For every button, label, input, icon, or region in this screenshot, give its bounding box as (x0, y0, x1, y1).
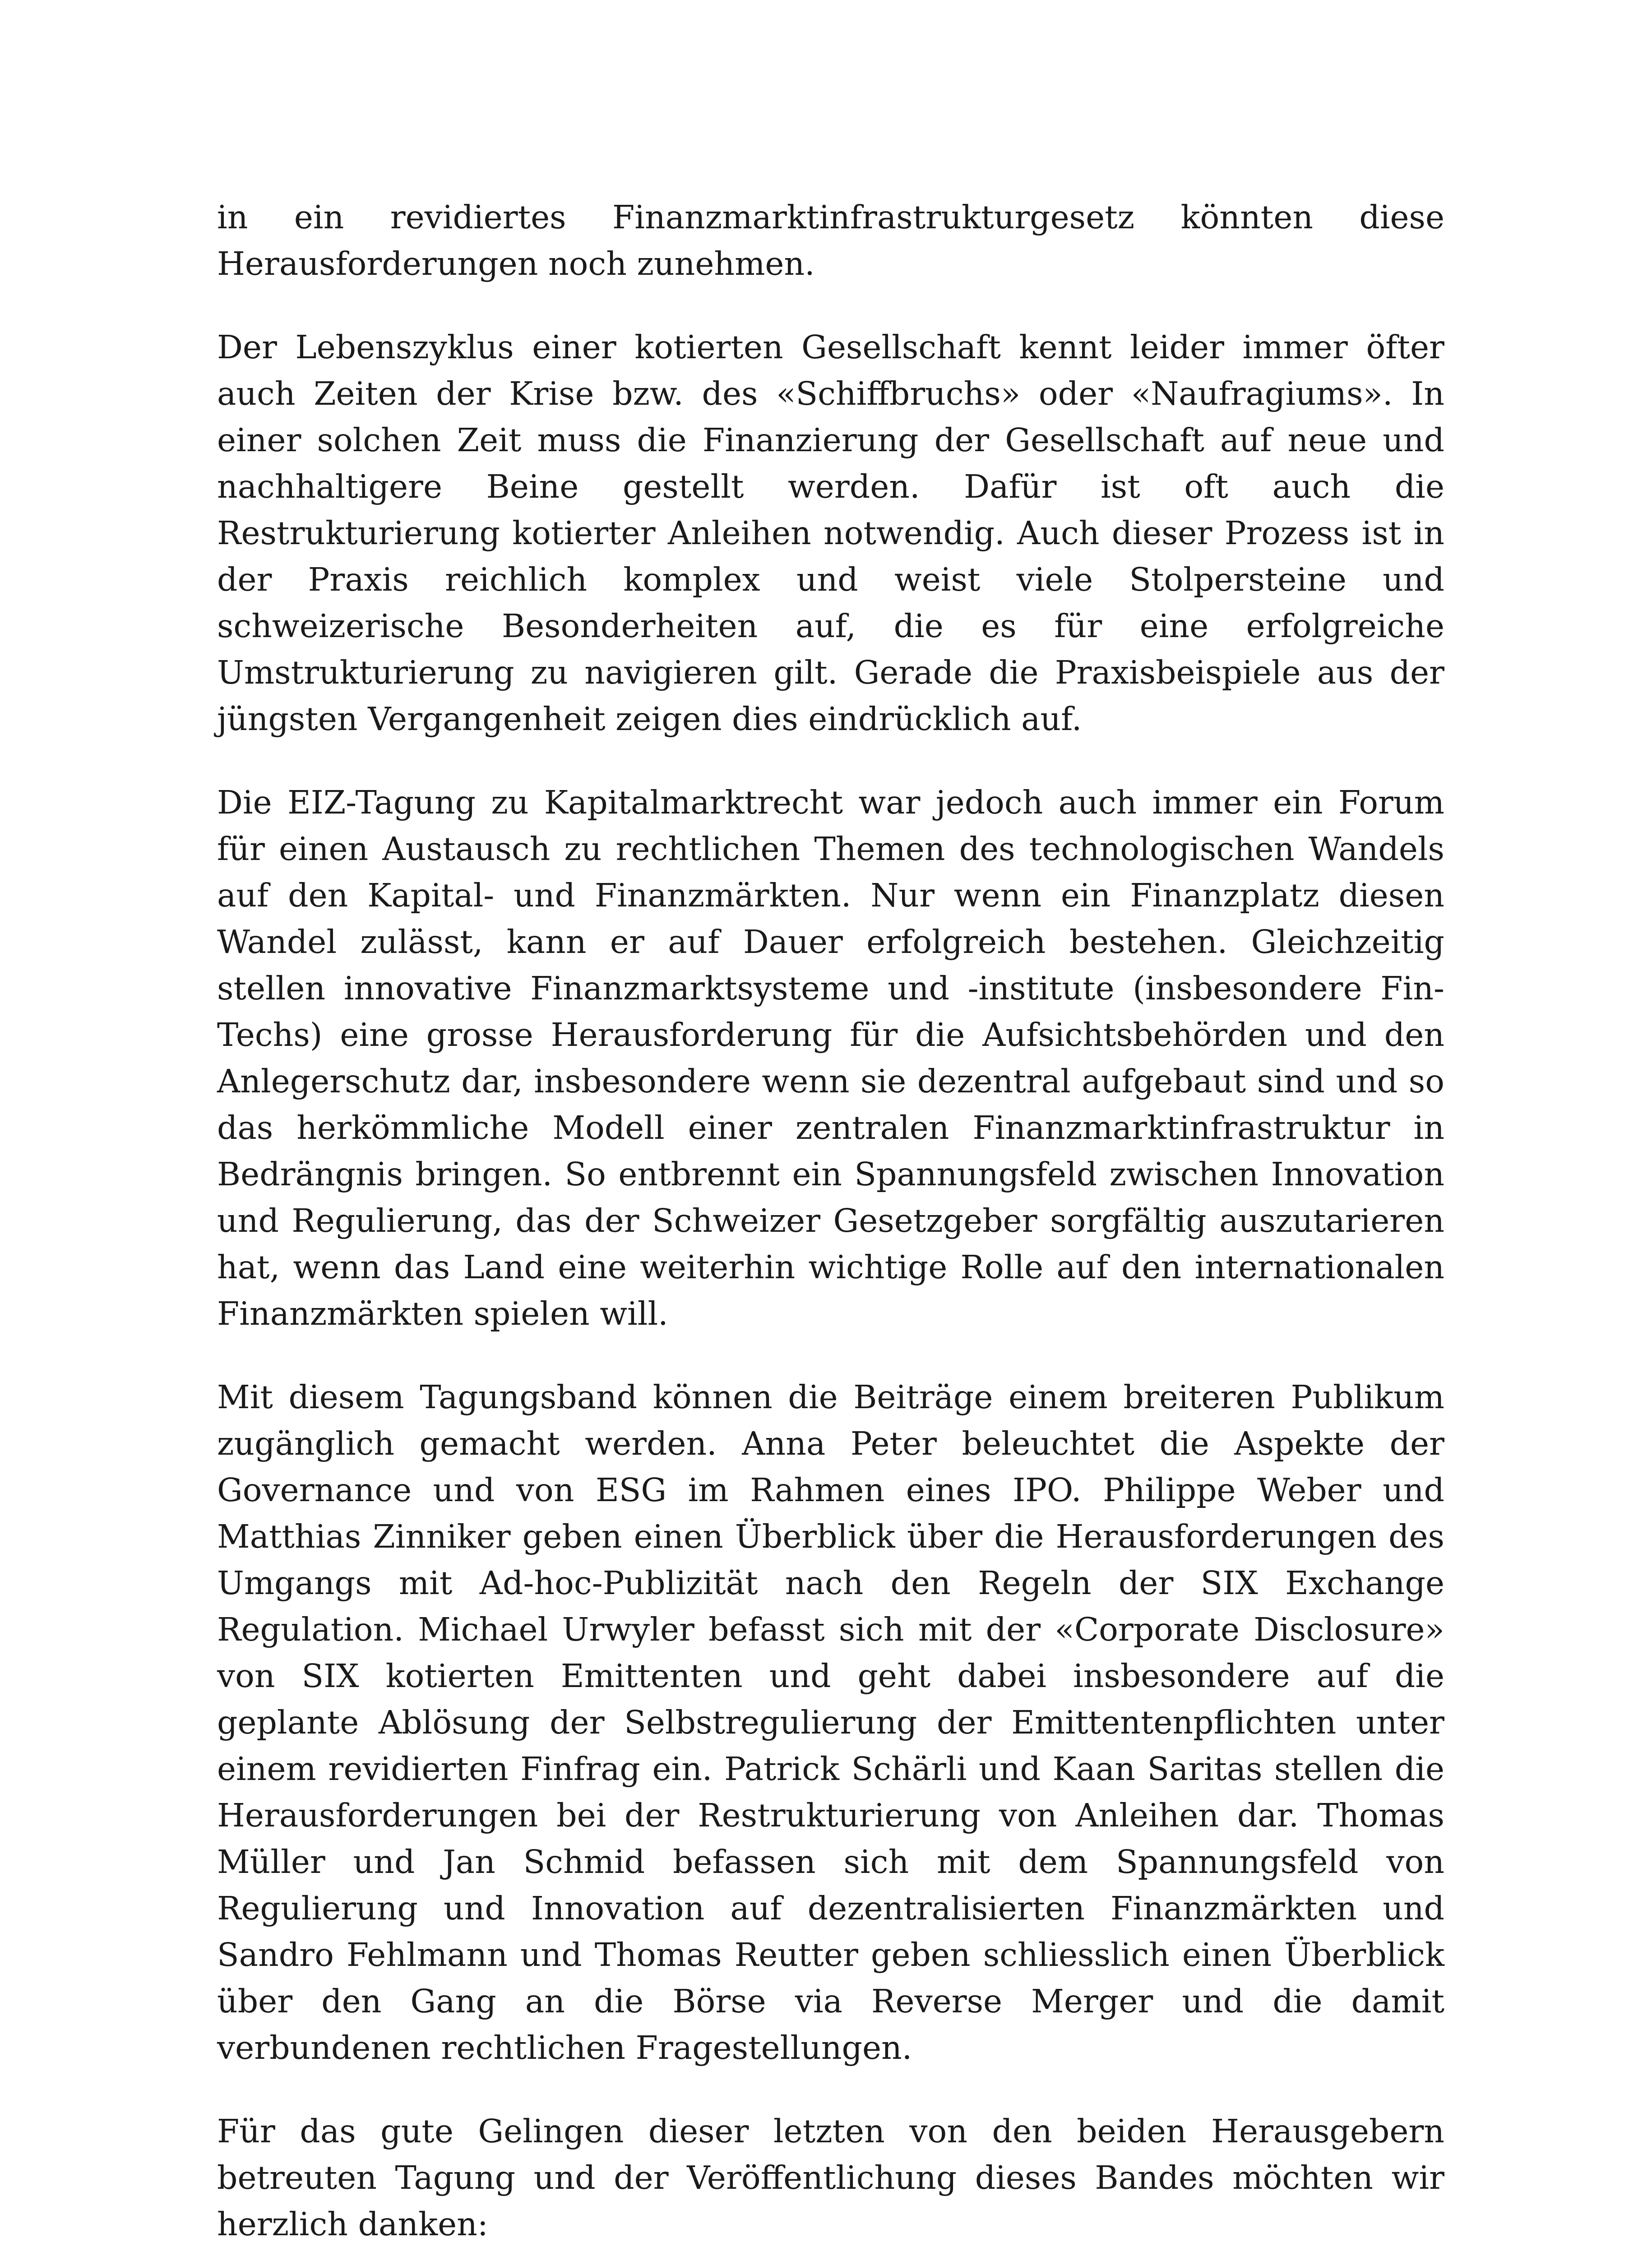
paragraph-1: in ein revidiertes Finanzmarktinfrastrukturgesetz könnten diese Herausforderungen noch zunehmen. (217, 199, 1444, 282)
paragraph-3: Die EIZ-Tagung zu Kapitalmarktrecht war jedoch auch immer ein Forum für einen Austausch zu rechtlichen Themen des technologischen Wandels auf den Kapital- und Finanzmärkten. Nur wenn ein Finanzplatz diesen Wandel zulässt, kann er auf Dauer erfolgreich bestehen. Gleichzeitig stellen innovative Finanzmarktsysteme und -institute (insbesondere Fin-Techs) eine grosse Herausforderung für die Aufsichtsbehörden und den Anlegerschutz dar, insbesondere wenn sie dezentral aufgebaut sind und so das herkömmliche Modell einer zentralen Finanzmarktinfrastruktur in Bedrängnis bringen. So entbrennt ein Spannungsfeld zwischen Innovation und Regulierung, das der Schweizer Gesetzgeber sorgfältig auszutarieren hat, wenn das Land eine weiterhin wichtige Rolle auf den internationalen Finanzmärkten spielen will. (217, 784, 1444, 1332)
body-text (217, 194, 1444, 2247)
paragraph-5: Für das gute Gelingen dieser letzten von den beiden Herausgebern betreuten Tagung und der Veröffentlichung dieses Bandes möchten wir herzlich danken: (217, 2113, 1444, 2243)
paragraph-2: Der Lebenszyklus einer kotierten Gesellschaft kennt leider immer öfter auch Zeiten der Krise bzw. des «Schiffbruchs» oder «Naufragiums». In einer solchen Zeit muss die Finanzierung der Gesellschaft auf neue und nachhaltigere Beine gestellt werden. Dafür ist oft auch die Restrukturierung kotierter Anleihen notwendig. Auch dieser Prozess ist in der Praxis reichlich komplex und weist viele Stolpersteine und schweizerische Besonderheiten auf, die es für eine erfolgreiche Umstrukturierung zu navigieren gilt. Gerade die Praxisbeispiele aus der jüngsten Vergangenheit zeigen dies eindrücklich auf. (217, 328, 1444, 738)
paragraph-4: Mit diesem Tagungsband können die Beiträge einem breiteren Publikum zugänglich gemacht werden. Anna Peter beleuchtet die Aspekte der Governance und von ESG im Rahmen eines IPO. Philippe Weber und Matthias Zinniker geben einen Überblick über die Herausforderungen des Umgangs mit Ad-hoc-Publizität nach den Regeln der SIX Exchange Regulation. Michael Urwyler befasst sich mit der «Corporate Disclosure» von SIX kotierten Emittenten und geht dabei insbesondere auf die geplante Ablösung der Selbstregulierung der Emittentenpflichten unter einem revidierten Finfrag ein. Patrick Schärli und Kaan Saritas stellen die Herausforderungen bei der Restrukturierung von Anleihen dar. Thomas Müller und Jan Schmid befassen sich mit dem Spannungsfeld von Regulierung und Innovation auf dezentralisierten Finanzmärkten und Sandro Fehlmann und Thomas Reutter geben schliesslich einen Überblick über den Gang an die Börse via Reverse Merger und die damit verbundenen rechtlichen Fragestellungen. (217, 1378, 1444, 2066)
